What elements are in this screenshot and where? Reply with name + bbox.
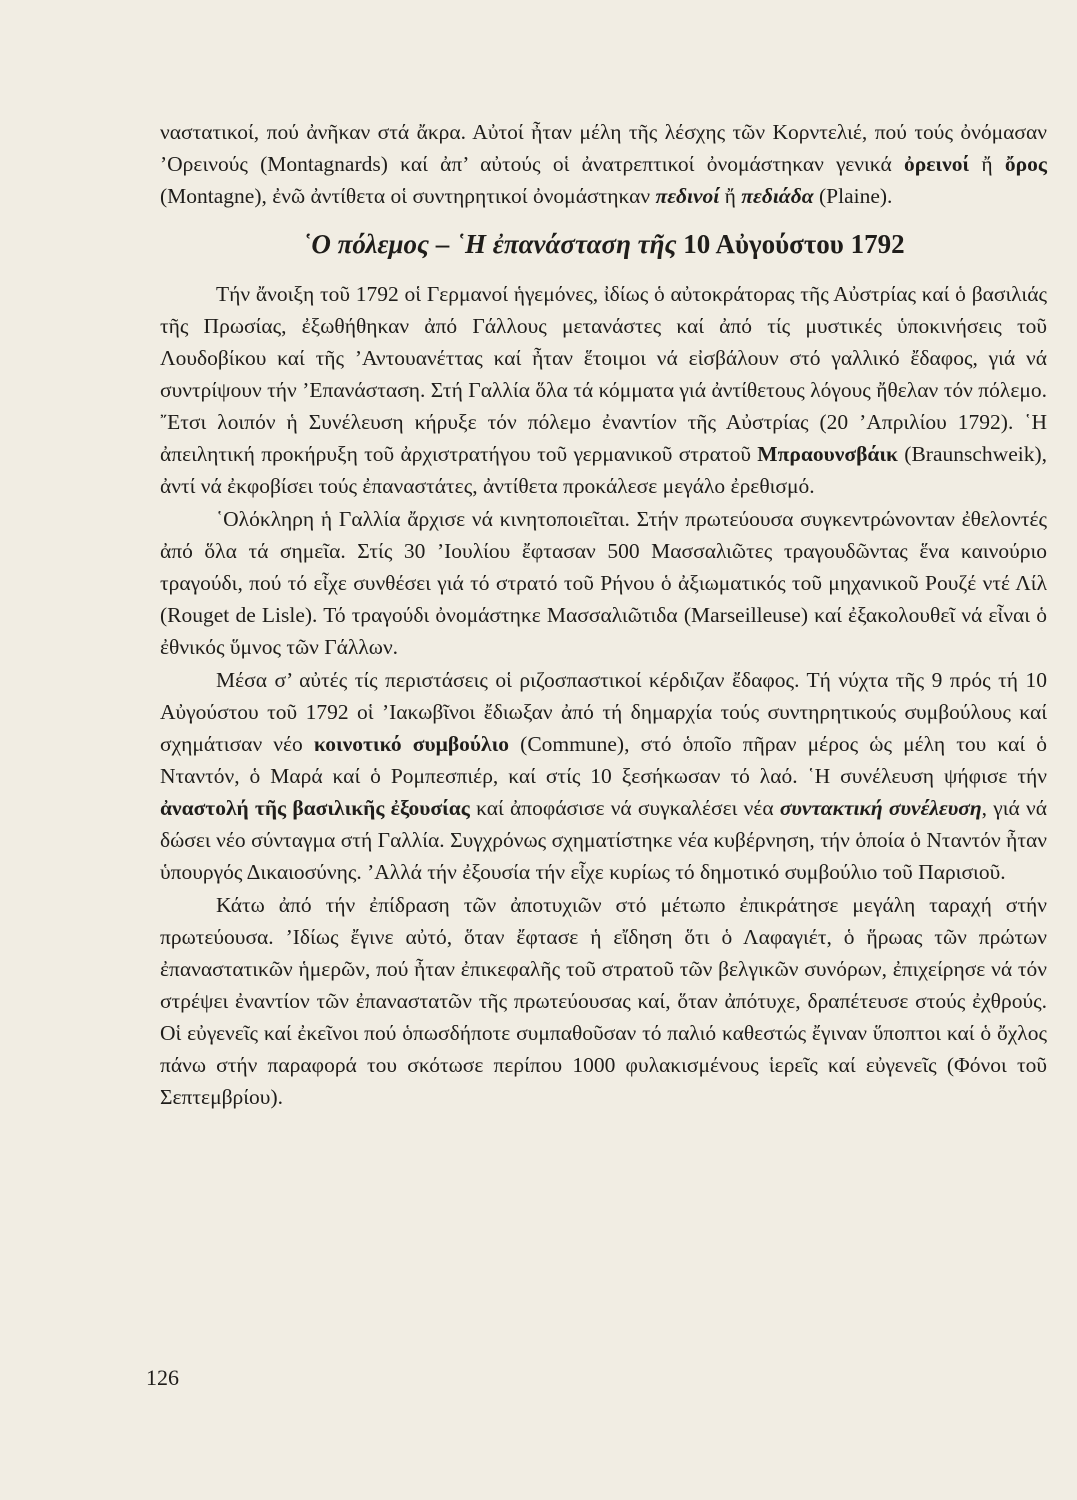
paragraph-war-declaration xyxy=(160,278,1047,502)
term-commune: κοινοτικό συμβούλιο xyxy=(313,732,510,756)
text-column xyxy=(160,116,1047,1113)
intro-text-5: (Plaine). xyxy=(813,184,893,208)
p1-text-2: (Braunschweik), ἀντί νά ἐκφοβίσει τούς ἐπαναστάτες, ἀντίθετα προκάλεσε μεγάλο ἐρεθισμό. xyxy=(160,442,1047,498)
intro-text-4: ἤ xyxy=(719,184,742,208)
intro-paragraph xyxy=(160,116,1047,212)
term-oreinoi: ὀρεινοί xyxy=(903,152,970,176)
paragraph-august-revolution xyxy=(160,664,1047,888)
heading-part-war: ῾Ο πόλεμος xyxy=(302,229,430,259)
name-braunschweig: Μπραουνσβάικ xyxy=(757,442,898,466)
heading-part-date: 10 Αὐγούστου 1792 xyxy=(683,229,905,259)
paragraph-september-massacres: Κάτω ἀπό τήν ἐπίδραση τῶν ἀποτυχιῶν στό μέτωπο ἐπικράτησε μεγάλη ταραχή στήν πρωτεύουσα. ’Ιδίως ἔγινε αὐτό, ὅταν ἔφτασε ἡ εἴδηση ὅτι ὁ Λαφαγιέτ, ὁ ἥρωας τῶν πρώτων ἐπαναστατικῶν ἡμερῶν, πού ἦταν ἐπικεφαλῆς τοῦ στρατοῦ τῶν βελγικῶν συνόρων, ἐπιχείρησε νά τόν στρέψει ἐναντίον τῶν ἐπαναστατῶν τῆς πρωτεύουσας καί, ὅταν ἀπότυχε, δραπέτευσε στούς ἐχθρούς. Οἱ εὐγενεῖς καί ἐκεῖνοι πού ὁπωσδήποτε συμπαθοῦσαν τό παλιό καθεστώς ἔγιναν ὕποπτοι καί ὁ ὄχλος πάνω στήν παραφορά του σκότωσε περίπου 1000 φυλακισμένους ἱερεῖς καί εὐγενεῖς (Φόνοι τοῦ Σεπτεμβρίου). xyxy=(160,893,1047,1109)
intro-text-2: ἤ xyxy=(969,152,1005,176)
p3-text-3: καί ἀποφάσισε νά συγκαλέσει νέα xyxy=(469,796,780,820)
heading-dash: – xyxy=(429,229,457,259)
page-number: 126 xyxy=(146,1365,179,1390)
p1-text-1: Τήν ἄνοιξη τοῦ 1792 οἱ Γερμανοί ἡγεμόνες, ἰδίως ὁ αὐτοκράτορας τῆς Αὐστρίας καί ὁ βασιλιάς τῆς Πρωσίας, ἐξωθήθηκαν ἀπό Γάλλους μετανάστες καί ἀπό τίς μυστικές ὑποκινήσεις τοῦ Λουδοβίκου καί τῆς ’Αντουανέττας καί ἦταν ἕτοιμοι νά εἰσβάλουν στό γαλλικό ἔδαφος, γιά νά συντρίψουν τήν ’Επανάσταση. Στή Γαλλία ὅλα τά κόμματα γιά ἀντίθετους λόγους ἤθελαν τόν πόλεμο. ῎Ετσι λοιπόν ἡ Συνέλευση κήρυξε τόν πόλεμο ἐναντίον τῆς Αὐστρίας (20 ’Απριλίου 1792). ῾Η ἀπειλητική προκήρυξη τοῦ ἀρχιστρατήγου τοῦ γερμανικοῦ στρατοῦ xyxy=(160,282,1047,466)
p3-text-2: (Commune), στό ὁποῖο πῆραν μέρος ὡς μέλη του καί ὁ Νταντόν, ὁ Μαρά καί ὁ Ρομπεσπιέρ, καί στίς 10 ξεσήκωσαν τό λαό. ῾Η συνέλευση ψήφισε τήν xyxy=(160,732,1047,788)
heading-part-revolution: ῾Η ἐπανάσταση τῆς xyxy=(456,229,684,259)
term-constituent-assembly: συντακτική συνέλευση xyxy=(779,796,982,820)
term-pediada: πεδιάδα xyxy=(741,184,814,208)
p3-text-4: , γιά νά δώσει νέο σύνταγμα στή Γαλλία. Συγχρόνως σχηματίστηκε νέα κυβέρνηση, τήν ὁποία ὁ Νταντόν ἦταν ὑπουργός Δικαιοσύνης. ’Αλλά τήν ἐξουσία τήν εἶχε κυρίως τό δημοτικό συμβούλιο τοῦ Παρισιοῦ. xyxy=(160,796,1047,884)
paragraph-mobilization: ῾Ολόκληρη ἡ Γαλλία ἄρχισε νά κινητοποιεῖται. Στήν πρωτεύουσα συγκεντρώνονταν ἐθελοντές ἀπό ὅλα τά σημεῖα. Στίς 30 ’Ιουλίου ἔφτασαν 500 Μασσαλιῶτες τραγουδῶντας ἕνα καινούριο τραγούδι, πού τό εἶχε συνθέσει γιά τό στρατό τοῦ Ρήνου ὁ ἀξιωματικός τοῦ μηχανικοῦ Ρουζέ ντέ Λίλ (Rouget de Lisle). Τό τραγούδι ὀνομάστηκε Μασσαλιῶτιδα (Marseilleuse) καί ἐξακολουθεῖ νά εἶναι ὁ ἐθνικός ὕμνος τῶν Γάλλων. xyxy=(160,507,1047,659)
intro-text-3: (Montagne), ἐνῶ ἀντίθετα οἱ συντηρητικοί ὀνομάστηκαν xyxy=(160,184,656,208)
term-pedinoi: πεδινοί xyxy=(655,184,720,208)
term-suspension: ἀναστολή τῆς βασιλικῆς ἐξουσίας xyxy=(160,796,470,820)
section-heading xyxy=(160,224,1047,264)
intro-text-1: ναστατικοί, πού ἀνῆκαν στά ἄκρα. Αὐτοί ἦταν μέλη τῆς λέσχης τῶν Κορντελιέ, πού τούς ὀνόμασαν ’Ορεινούς (Montagnards) καί ἀπ’ αὐτούς οἱ ἀνατρεπτικοί ὀνομάστηκαν γενικά xyxy=(160,120,1047,176)
p3-text-1: Μέσα σ’ αὐτές τίς περιστάσεις οἱ ριζοσπαστικοί κέρδιζαν ἔδαφος. Τή νύχτα τῆς 9 πρός τή 10 Αὐγούστου τοῦ 1792 οἱ ’Ιακωβῖνοι ἔδιωξαν ἀπό τή δημαρχία τούς συντηρητικούς συμβούλους καί σχημάτισαν νέο xyxy=(160,668,1047,756)
term-oros: ὄρος xyxy=(1004,152,1047,176)
